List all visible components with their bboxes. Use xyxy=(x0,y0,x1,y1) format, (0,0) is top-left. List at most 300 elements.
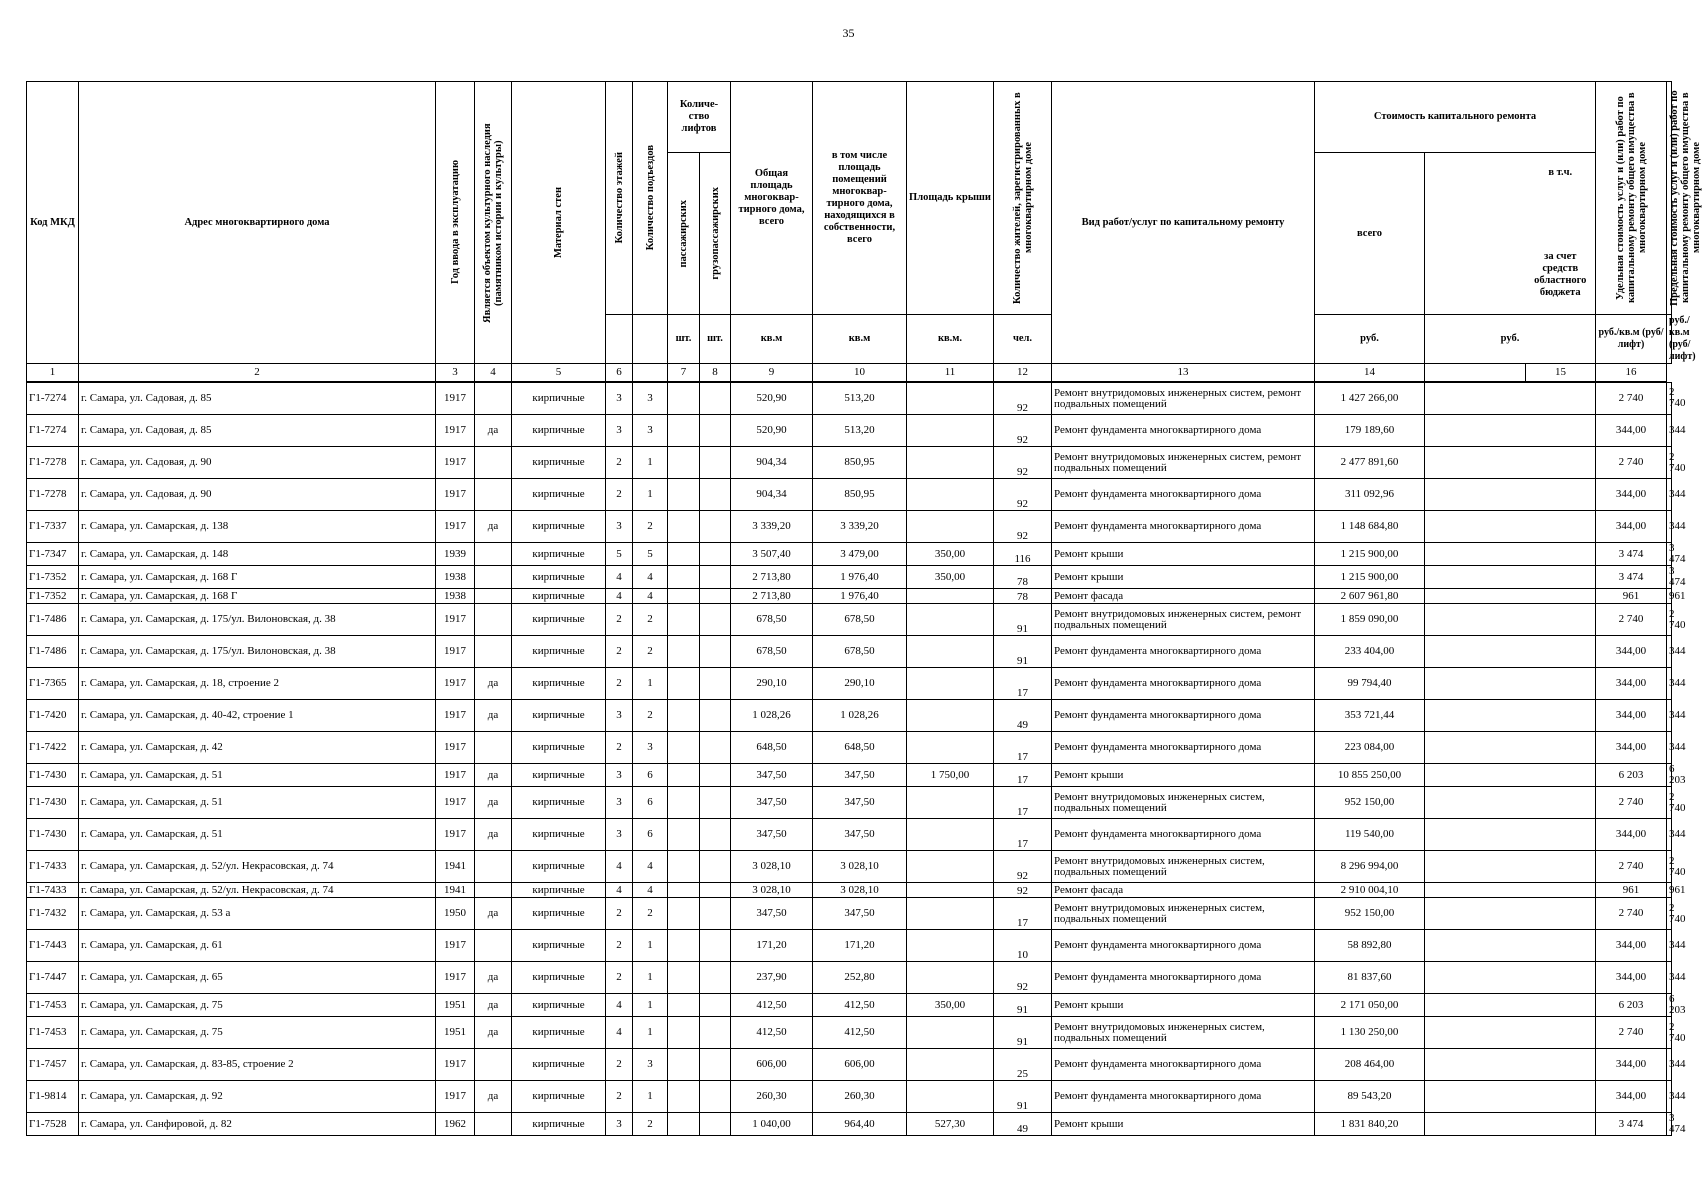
owned-area-cell: 260,30 xyxy=(813,1081,907,1113)
heritage-cell: да xyxy=(475,700,512,732)
column-number: 7 xyxy=(668,364,700,383)
header-heritage: Является объектом культурного наследия (памятником истории и культуры) xyxy=(475,82,512,364)
floors-cell: 2 xyxy=(606,479,633,511)
unit-cost-total: руб. xyxy=(1315,315,1425,364)
owned-area-cell: 678,50 xyxy=(813,636,907,668)
residents-cell: 92 xyxy=(994,962,1052,994)
cost-region-cell xyxy=(1425,819,1596,851)
lifts-pass-cell xyxy=(668,851,700,883)
entrances-cell: 4 xyxy=(633,566,668,589)
material-cell: кирпичные xyxy=(512,415,606,447)
work-type-cell: Ремонт внутридомовых инженерных систем, ремонт подвальных помещений xyxy=(1052,604,1315,636)
heritage-cell: да xyxy=(475,819,512,851)
column-number xyxy=(633,364,668,383)
table-row xyxy=(27,1017,1672,1049)
year-cell: 1917 xyxy=(436,819,475,851)
roof-area-cell xyxy=(907,898,994,930)
unit-lifts-pass: шт. xyxy=(668,315,700,364)
address-cell: г. Самара, ул. Самарская, д. 168 Г xyxy=(79,566,436,589)
code-cell: Г1-7457 xyxy=(27,1049,79,1081)
roof-area-cell xyxy=(907,479,994,511)
floors-cell: 2 xyxy=(606,447,633,479)
unit-floors xyxy=(606,315,633,364)
roof-area-cell: 350,00 xyxy=(907,994,994,1017)
code-cell: Г1-9814 xyxy=(27,1081,79,1113)
total-area-cell: 1 028,26 xyxy=(731,700,813,732)
heritage-cell: да xyxy=(475,898,512,930)
lifts-freight-cell xyxy=(700,668,731,700)
year-cell: 1950 xyxy=(436,898,475,930)
lifts-freight-cell xyxy=(700,1017,731,1049)
header-cost-total: всего xyxy=(1315,153,1425,315)
roof-area-cell: 527,30 xyxy=(907,1113,994,1136)
year-cell: 1917 xyxy=(436,479,475,511)
work-type-cell: Ремонт фундамента многоквартирного дома xyxy=(1052,1081,1315,1113)
unit-cost-cell: 2 740 xyxy=(1596,382,1667,415)
work-type-cell: Ремонт фундамента многоквартирного дома xyxy=(1052,415,1315,447)
roof-area-cell xyxy=(907,1081,994,1113)
material-cell: кирпичные xyxy=(512,636,606,668)
lifts-pass-cell xyxy=(668,543,700,566)
unit-cost-cell: 2 740 xyxy=(1596,604,1667,636)
address-cell: г. Самара, ул. Самарская, д. 168 Г xyxy=(79,589,436,604)
code-cell: Г1-7274 xyxy=(27,382,79,415)
table-row xyxy=(27,382,1672,415)
max-cost-cell: 344 xyxy=(1667,479,1672,511)
unit-lifts-freight: шт. xyxy=(700,315,731,364)
unit-cost-cell: 2 740 xyxy=(1596,787,1667,819)
code-cell: Г1-7337 xyxy=(27,511,79,543)
cost-total-cell: 81 837,60 xyxy=(1315,962,1425,994)
entrances-cell: 2 xyxy=(633,604,668,636)
unit-cost-cell: 344,00 xyxy=(1596,1049,1667,1081)
cost-region-cell xyxy=(1425,898,1596,930)
work-type-cell: Ремонт внутридомовых инженерных систем, ремонт подвальных помещений xyxy=(1052,447,1315,479)
code-cell: Г1-7453 xyxy=(27,994,79,1017)
work-type-cell: Ремонт фундамента многоквартирного дома xyxy=(1052,636,1315,668)
unit-cost-cell: 2 740 xyxy=(1596,447,1667,479)
code-cell: Г1-7486 xyxy=(27,604,79,636)
floors-cell: 2 xyxy=(606,668,633,700)
work-type-cell: Ремонт крыши xyxy=(1052,764,1315,787)
residents-cell: 92 xyxy=(994,479,1052,511)
unit-cost-cell: 344,00 xyxy=(1596,668,1667,700)
unit-cost-cell: 3 474 xyxy=(1596,566,1667,589)
floors-cell: 2 xyxy=(606,930,633,962)
floors-cell: 3 xyxy=(606,1113,633,1136)
owned-area-cell: 347,50 xyxy=(813,898,907,930)
code-cell: Г1-7352 xyxy=(27,566,79,589)
residents-cell: 17 xyxy=(994,668,1052,700)
heritage-cell xyxy=(475,447,512,479)
total-area-cell: 290,10 xyxy=(731,668,813,700)
cost-total-cell: 10 855 250,00 xyxy=(1315,764,1425,787)
residents-cell: 10 xyxy=(994,930,1052,962)
lifts-freight-cell xyxy=(700,589,731,604)
lifts-pass-cell xyxy=(668,819,700,851)
max-cost-cell: 2 740 xyxy=(1667,898,1672,930)
address-cell: г. Самара, ул. Самарская, д. 51 xyxy=(79,787,436,819)
material-cell: кирпичные xyxy=(512,700,606,732)
table-row xyxy=(27,898,1672,930)
unit-residents: чел. xyxy=(994,315,1052,364)
cost-region-cell xyxy=(1425,1049,1596,1081)
work-type-cell: Ремонт крыши xyxy=(1052,1113,1315,1136)
entrances-cell: 6 xyxy=(633,787,668,819)
year-cell: 1917 xyxy=(436,604,475,636)
total-area-cell: 237,90 xyxy=(731,962,813,994)
table-row xyxy=(27,589,1672,604)
material-cell: кирпичные xyxy=(512,447,606,479)
lifts-pass-cell xyxy=(668,511,700,543)
entrances-cell: 2 xyxy=(633,511,668,543)
table-row xyxy=(27,511,1672,543)
unit-cost-cell: 344,00 xyxy=(1596,511,1667,543)
column-number: 4 xyxy=(475,364,512,383)
owned-area-cell: 347,50 xyxy=(813,819,907,851)
year-cell: 1917 xyxy=(436,668,475,700)
year-cell: 1941 xyxy=(436,883,475,898)
lifts-freight-cell xyxy=(700,511,731,543)
owned-area-cell: 606,00 xyxy=(813,1049,907,1081)
cost-region-cell xyxy=(1425,447,1596,479)
cost-region-cell xyxy=(1425,1081,1596,1113)
lifts-pass-cell xyxy=(668,764,700,787)
heritage-cell xyxy=(475,636,512,668)
owned-area-cell: 850,95 xyxy=(813,447,907,479)
work-type-cell: Ремонт фундамента многоквартирного дома xyxy=(1052,732,1315,764)
owned-area-cell: 3 339,20 xyxy=(813,511,907,543)
entrances-cell: 2 xyxy=(633,1113,668,1136)
floors-cell: 3 xyxy=(606,819,633,851)
heritage-cell: да xyxy=(475,962,512,994)
header-residents: Количество жителей, зарегистрированных в многоквартирном доме xyxy=(994,82,1052,315)
unit-total-area: кв.м xyxy=(731,315,813,364)
cost-region-cell xyxy=(1425,543,1596,566)
owned-area-cell: 964,40 xyxy=(813,1113,907,1136)
code-cell: Г1-7274 xyxy=(27,415,79,447)
floors-cell: 2 xyxy=(606,1081,633,1113)
lifts-freight-cell xyxy=(700,930,731,962)
lifts-freight-cell xyxy=(700,787,731,819)
address-cell: г. Самара, ул. Садовая, д. 90 xyxy=(79,447,436,479)
address-cell: г. Самара, ул. Самарская, д. 83-85, строение 2 xyxy=(79,1049,436,1081)
work-type-cell: Ремонт фасада xyxy=(1052,589,1315,604)
table-row xyxy=(27,732,1672,764)
work-type-cell: Ремонт крыши xyxy=(1052,994,1315,1017)
lifts-freight-cell xyxy=(700,994,731,1017)
table-row xyxy=(27,447,1672,479)
cost-total-cell: 179 189,60 xyxy=(1315,415,1425,447)
work-type-cell: Ремонт фундамента многоквартирного дома xyxy=(1052,479,1315,511)
header-lifts-group: Количе-ство лифтов xyxy=(668,82,731,153)
lifts-freight-cell xyxy=(700,898,731,930)
total-area-cell: 3 339,20 xyxy=(731,511,813,543)
roof-area-cell xyxy=(907,415,994,447)
max-cost-cell: 2 740 xyxy=(1667,851,1672,883)
owned-area-cell: 1 976,40 xyxy=(813,566,907,589)
material-cell: кирпичные xyxy=(512,819,606,851)
unit-owned-area: кв.м xyxy=(813,315,907,364)
roof-area-cell xyxy=(907,787,994,819)
cost-region-cell xyxy=(1425,511,1596,543)
roof-area-cell xyxy=(907,962,994,994)
lifts-freight-cell xyxy=(700,962,731,994)
address-cell: г. Самара, ул. Самарская, д. 52/ул. Некрасовская, д. 74 xyxy=(79,883,436,898)
lifts-freight-cell xyxy=(700,479,731,511)
cost-region-cell xyxy=(1425,851,1596,883)
heritage-cell: да xyxy=(475,764,512,787)
lifts-pass-cell xyxy=(668,479,700,511)
total-area-cell: 2 713,80 xyxy=(731,589,813,604)
roof-area-cell xyxy=(907,732,994,764)
header-year: Год ввода в эксплуатацию xyxy=(436,82,475,364)
cost-total-cell: 1 427 266,00 xyxy=(1315,382,1425,415)
lifts-pass-cell xyxy=(668,930,700,962)
address-cell: г. Самара, ул. Санфировой, д. 82 xyxy=(79,1113,436,1136)
code-cell: Г1-7352 xyxy=(27,589,79,604)
total-area-cell: 678,50 xyxy=(731,604,813,636)
max-cost-cell: 2 740 xyxy=(1667,382,1672,415)
entrances-cell: 1 xyxy=(633,962,668,994)
year-cell: 1917 xyxy=(436,415,475,447)
lifts-freight-cell xyxy=(700,819,731,851)
floors-cell: 2 xyxy=(606,962,633,994)
heritage-cell xyxy=(475,930,512,962)
entrances-cell: 1 xyxy=(633,668,668,700)
year-cell: 1939 xyxy=(436,543,475,566)
entrances-cell: 1 xyxy=(633,994,668,1017)
unit-cost-region: руб. xyxy=(1425,315,1596,364)
roof-area-cell xyxy=(907,382,994,415)
unit-cost-cell: 344,00 xyxy=(1596,732,1667,764)
material-cell: кирпичные xyxy=(512,787,606,819)
cost-total-cell: 952 150,00 xyxy=(1315,787,1425,819)
owned-area-cell: 3 028,10 xyxy=(813,851,907,883)
floors-cell: 2 xyxy=(606,732,633,764)
floors-cell: 5 xyxy=(606,543,633,566)
lifts-pass-cell xyxy=(668,1017,700,1049)
column-number: 13 xyxy=(1052,364,1315,383)
lifts-freight-cell xyxy=(700,415,731,447)
address-cell: г. Самара, ул. Самарская, д. 75 xyxy=(79,994,436,1017)
owned-area-cell: 3 479,00 xyxy=(813,543,907,566)
roof-area-cell: 350,00 xyxy=(907,543,994,566)
cost-region-cell xyxy=(1425,566,1596,589)
roof-area-cell xyxy=(907,930,994,962)
lifts-pass-cell xyxy=(668,898,700,930)
lifts-freight-cell xyxy=(700,382,731,415)
entrances-cell: 1 xyxy=(633,447,668,479)
roof-area-cell xyxy=(907,668,994,700)
owned-area-cell: 3 028,10 xyxy=(813,883,907,898)
cost-total-cell: 952 150,00 xyxy=(1315,898,1425,930)
cost-total-cell: 2 607 961,80 xyxy=(1315,589,1425,604)
column-number: 1 xyxy=(27,364,79,383)
unit-cost-cell: 344,00 xyxy=(1596,636,1667,668)
lifts-freight-cell xyxy=(700,636,731,668)
entrances-cell: 1 xyxy=(633,479,668,511)
address-cell: г. Самара, ул. Садовая, д. 85 xyxy=(79,382,436,415)
material-cell: кирпичные xyxy=(512,382,606,415)
lifts-pass-cell xyxy=(668,382,700,415)
max-cost-cell: 961 xyxy=(1667,589,1672,604)
lifts-freight-cell xyxy=(700,1081,731,1113)
cost-region-cell xyxy=(1425,604,1596,636)
owned-area-cell: 513,20 xyxy=(813,382,907,415)
material-cell: кирпичные xyxy=(512,543,606,566)
code-cell: Г1-7430 xyxy=(27,787,79,819)
roof-area-cell xyxy=(907,636,994,668)
lifts-freight-cell xyxy=(700,851,731,883)
cost-region-cell xyxy=(1425,479,1596,511)
column-number-row xyxy=(27,364,1672,383)
header-address: Адрес многоквартирного дома xyxy=(79,82,436,364)
lifts-freight-cell xyxy=(700,543,731,566)
total-area-cell: 904,34 xyxy=(731,479,813,511)
cost-region-cell xyxy=(1425,764,1596,787)
floors-cell: 2 xyxy=(606,898,633,930)
year-cell: 1938 xyxy=(436,589,475,604)
heritage-cell: да xyxy=(475,994,512,1017)
lifts-pass-cell xyxy=(668,1081,700,1113)
owned-area-cell: 850,95 xyxy=(813,479,907,511)
header-lifts-pass: пассажирских xyxy=(668,153,700,315)
material-cell: кирпичные xyxy=(512,851,606,883)
year-cell: 1951 xyxy=(436,1017,475,1049)
roof-area-cell xyxy=(907,883,994,898)
lifts-pass-cell xyxy=(668,700,700,732)
lifts-pass-cell xyxy=(668,1113,700,1136)
header-code: Код МКД xyxy=(27,82,79,364)
header-entrances: Количество подъездов xyxy=(633,82,668,315)
total-area-cell: 904,34 xyxy=(731,447,813,479)
entrances-cell: 2 xyxy=(633,700,668,732)
max-cost-cell: 344 xyxy=(1667,415,1672,447)
owned-area-cell: 678,50 xyxy=(813,604,907,636)
max-cost-cell: 344 xyxy=(1667,636,1672,668)
lifts-pass-cell xyxy=(668,668,700,700)
owned-area-cell: 1 028,26 xyxy=(813,700,907,732)
table-row xyxy=(27,415,1672,447)
code-cell: Г1-7447 xyxy=(27,962,79,994)
floors-cell: 4 xyxy=(606,883,633,898)
header-roof-area: Площадь крыши xyxy=(907,82,994,315)
year-cell: 1917 xyxy=(436,962,475,994)
entrances-cell: 2 xyxy=(633,898,668,930)
cost-total-cell: 58 892,80 xyxy=(1315,930,1425,962)
lifts-freight-cell xyxy=(700,566,731,589)
lifts-pass-cell xyxy=(668,962,700,994)
material-cell: кирпичные xyxy=(512,732,606,764)
capital-repair-table xyxy=(26,81,1702,1136)
heritage-cell xyxy=(475,1113,512,1136)
owned-area-cell: 412,50 xyxy=(813,1017,907,1049)
year-cell: 1917 xyxy=(436,930,475,962)
cost-total-cell: 233 404,00 xyxy=(1315,636,1425,668)
entrances-cell: 1 xyxy=(633,1017,668,1049)
cost-region-cell xyxy=(1425,1017,1596,1049)
unit-cost-cell: 2 740 xyxy=(1596,898,1667,930)
residents-cell: 92 xyxy=(994,382,1052,415)
address-cell: г. Самара, ул. Самарская, д. 65 xyxy=(79,962,436,994)
material-cell: кирпичные xyxy=(512,962,606,994)
total-area-cell: 1 040,00 xyxy=(731,1113,813,1136)
residents-cell: 91 xyxy=(994,636,1052,668)
header-cost-incl: в т.ч. xyxy=(1548,167,1573,179)
column-number: 16 xyxy=(1596,364,1667,383)
max-cost-cell: 344 xyxy=(1667,668,1672,700)
max-cost-cell: 2 740 xyxy=(1667,447,1672,479)
residents-cell: 25 xyxy=(994,1049,1052,1081)
work-type-cell: Ремонт фундамента многоквартирного дома xyxy=(1052,1049,1315,1081)
roof-area-cell xyxy=(907,851,994,883)
table-row xyxy=(27,764,1672,787)
roof-area-cell xyxy=(907,447,994,479)
max-cost-cell: 344 xyxy=(1667,732,1672,764)
address-cell: г. Самара, ул. Самарская, д. 175/ул. Вилоновская, д. 38 xyxy=(79,604,436,636)
year-cell: 1917 xyxy=(436,447,475,479)
code-cell: Г1-7443 xyxy=(27,930,79,962)
entrances-cell: 3 xyxy=(633,382,668,415)
entrances-cell: 6 xyxy=(633,819,668,851)
total-area-cell: 412,50 xyxy=(731,1017,813,1049)
unit-unit-cost: руб./кв.м (руб/лифт) xyxy=(1596,315,1667,364)
lifts-pass-cell xyxy=(668,604,700,636)
code-cell: Г1-7420 xyxy=(27,700,79,732)
work-type-cell: Ремонт внутридомовых инженерных систем, ремонт подвальных помещений xyxy=(1052,382,1315,415)
year-cell: 1917 xyxy=(436,764,475,787)
total-area-cell: 412,50 xyxy=(731,994,813,1017)
floors-cell: 2 xyxy=(606,604,633,636)
column-number: 6 xyxy=(606,364,633,383)
residents-cell: 17 xyxy=(994,819,1052,851)
residents-cell: 92 xyxy=(994,415,1052,447)
entrances-cell: 6 xyxy=(633,764,668,787)
heritage-cell: да xyxy=(475,1017,512,1049)
max-cost-cell: 2 740 xyxy=(1667,1017,1672,1049)
column-number: 11 xyxy=(907,364,994,383)
table-row xyxy=(27,1049,1672,1081)
work-type-cell: Ремонт крыши xyxy=(1052,543,1315,566)
cost-region-cell xyxy=(1425,930,1596,962)
table-row xyxy=(27,479,1672,511)
roof-area-cell xyxy=(907,589,994,604)
residents-cell: 91 xyxy=(994,1081,1052,1113)
code-cell: Г1-7453 xyxy=(27,1017,79,1049)
residents-cell: 17 xyxy=(994,732,1052,764)
material-cell: кирпичные xyxy=(512,511,606,543)
material-cell: кирпичные xyxy=(512,566,606,589)
residents-cell: 92 xyxy=(994,511,1052,543)
entrances-cell: 4 xyxy=(633,883,668,898)
table-row xyxy=(27,962,1672,994)
residents-cell: 92 xyxy=(994,447,1052,479)
table-row xyxy=(27,604,1672,636)
unit-cost-cell: 2 740 xyxy=(1596,1017,1667,1049)
floors-cell: 4 xyxy=(606,994,633,1017)
cost-region-cell xyxy=(1425,589,1596,604)
heritage-cell: да xyxy=(475,668,512,700)
cost-total-cell: 223 084,00 xyxy=(1315,732,1425,764)
unit-cost-cell: 344,00 xyxy=(1596,930,1667,962)
roof-area-cell xyxy=(907,511,994,543)
address-cell: г. Самара, ул. Самарская, д. 42 xyxy=(79,732,436,764)
heritage-cell: да xyxy=(475,511,512,543)
cost-total-cell: 311 092,96 xyxy=(1315,479,1425,511)
roof-area-cell: 1 750,00 xyxy=(907,764,994,787)
address-cell: г. Самара, ул. Самарская, д. 61 xyxy=(79,930,436,962)
